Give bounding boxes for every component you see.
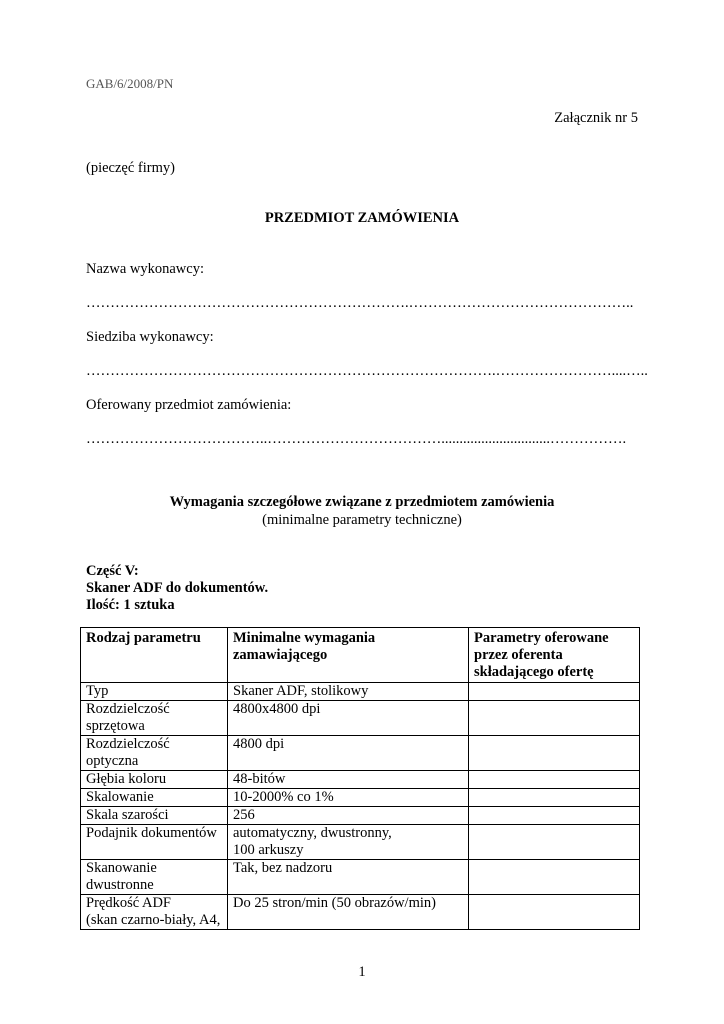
table-row [81, 825, 640, 860]
cell-minimum-line: Do 25 stron/min (50 obrazów/min) [233, 895, 436, 911]
table-row [81, 807, 640, 825]
cell-minimum-line: 4800 dpi [233, 736, 285, 752]
specification-table [80, 627, 640, 930]
cell-parameter [81, 789, 228, 807]
cell-offered-value[interactable] [469, 789, 640, 807]
cell-parameter [81, 825, 228, 860]
cell-parameter-line: Rozdzielczość [86, 701, 170, 717]
contractor-seat-label: Siedziba wykonawcy: [86, 329, 214, 345]
offered-item-field[interactable]: ………………………………..………………………………..............................……………. [86, 431, 627, 447]
header-minimum-requirements [228, 628, 469, 683]
cell-parameter-line: (skan czarno-biały, A4, [86, 912, 221, 928]
cell-parameter-line: sprzętowa [86, 718, 145, 734]
cell-parameter-line: Skalowanie [86, 789, 154, 805]
cell-parameter [81, 701, 228, 736]
header-col3-line1: Parametry oferowane [474, 630, 609, 646]
table-row [81, 736, 640, 771]
page-title: PRZEDMIOT ZAMÓWIENIA [264, 210, 460, 226]
table-row [81, 683, 640, 701]
cell-offered-value[interactable] [469, 895, 640, 930]
cell-parameter-line: optyczna [86, 753, 139, 769]
requirements-title: Wymagania szczegółowe związane z przedmiotem zamówienia [169, 494, 555, 510]
cell-minimum-line: Tak, bez nadzoru [233, 860, 333, 876]
cell-parameter-line: Prędkość ADF [86, 895, 171, 911]
header-col3-line3: składającego ofertę [474, 664, 594, 680]
cell-minimum-line: 100 arkuszy [233, 842, 304, 858]
table-row [81, 895, 640, 930]
header-parameter-type [81, 628, 228, 683]
company-stamp-placeholder: (pieczęć firmy) [86, 160, 175, 176]
part-heading: Część V: [86, 563, 139, 579]
header-col1-text: Rodzaj parametru [86, 630, 201, 646]
header-col2-line1: Minimalne wymagania [233, 630, 376, 646]
cell-minimum-line: 10-2000% co 1% [233, 789, 334, 805]
cell-offered-value[interactable] [469, 825, 640, 860]
cell-minimum-requirement [228, 807, 469, 825]
contractor-seat-field[interactable]: ………………………………………………………………………….……………………....….. [86, 363, 648, 379]
cell-minimum-requirement [228, 825, 469, 860]
header-col2-line2: zamawiającego [233, 647, 328, 663]
requirements-subtitle: (minimalne parametry techniczne) [262, 512, 462, 528]
cell-parameter-line: Skala szarości [86, 807, 169, 823]
cell-minimum-requirement [228, 701, 469, 736]
annex-label: Załącznik nr 5 [554, 110, 638, 126]
table-row [81, 771, 640, 789]
cell-parameter [81, 683, 228, 701]
table-header-row [81, 628, 640, 683]
cell-minimum-requirement [228, 683, 469, 701]
cell-minimum-line: automatyczny, dwustronny, [233, 825, 392, 841]
cell-offered-value[interactable] [469, 807, 640, 825]
contractor-name-label: Nazwa wykonawcy: [86, 261, 204, 277]
cell-parameter [81, 807, 228, 825]
cell-offered-value[interactable] [469, 860, 640, 895]
cell-minimum-requirement [228, 771, 469, 789]
cell-minimum-line: 48-bitów [233, 771, 286, 787]
cell-parameter-line: Podajnik dokumentów [86, 825, 217, 841]
offered-item-label: Oferowany przedmiot zamówienia: [86, 397, 292, 413]
cell-minimum-requirement [228, 895, 469, 930]
cell-minimum-line: 256 [233, 807, 255, 823]
cell-parameter [81, 771, 228, 789]
table-body [81, 683, 640, 930]
cell-minimum-requirement [228, 860, 469, 895]
cell-offered-value[interactable] [469, 771, 640, 789]
quantity-heading: Ilość: 1 sztuka [86, 597, 175, 613]
cell-minimum-requirement [228, 736, 469, 771]
page-number: 1 [358, 964, 366, 980]
header-col3-line2: przez oferenta [474, 647, 563, 663]
cell-minimum-line: 4800x4800 dpi [233, 701, 321, 717]
cell-offered-value[interactable] [469, 701, 640, 736]
cell-minimum-line: Skaner ADF, stolikowy [233, 683, 369, 699]
cell-offered-value[interactable] [469, 683, 640, 701]
cell-parameter-line: Typ [86, 683, 109, 699]
item-heading: Skaner ADF do dokumentów. [86, 580, 269, 596]
cell-parameter [81, 736, 228, 771]
contractor-name-field[interactable]: ………………………………………………………….……………………………………….. [86, 295, 634, 311]
cell-minimum-requirement [228, 789, 469, 807]
table-row [81, 860, 640, 895]
cell-parameter [81, 895, 228, 930]
table-row [81, 701, 640, 736]
header-offered-parameters [469, 628, 640, 683]
cell-parameter-line: Rozdzielczość [86, 736, 170, 752]
cell-parameter [81, 860, 228, 895]
cell-parameter-line: dwustronne [86, 877, 154, 893]
cell-parameter-line: Skanowanie [86, 860, 157, 876]
table-row [81, 789, 640, 807]
document-reference: GAB/6/2008/PN [86, 76, 174, 91]
cell-parameter-line: Głębia koloru [86, 771, 167, 787]
cell-offered-value[interactable] [469, 736, 640, 771]
